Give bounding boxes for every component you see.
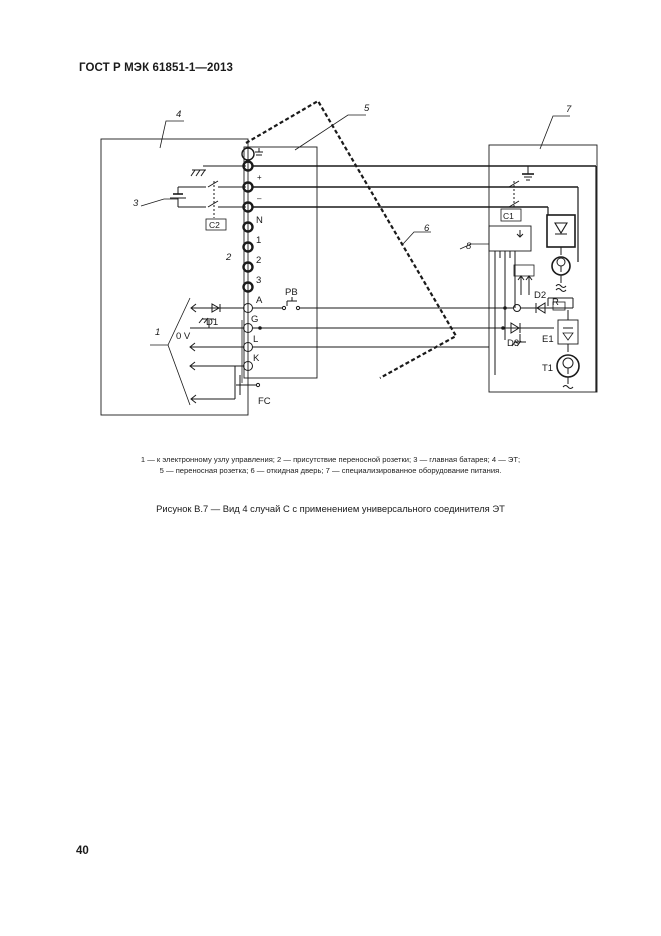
circuit-diagram bbox=[0, 0, 661, 440]
terminal-2-label: 2 bbox=[256, 255, 262, 266]
d2-label: D2 bbox=[534, 290, 547, 301]
rectifier-block bbox=[547, 215, 575, 247]
callout-8: 8 bbox=[466, 241, 472, 252]
callout-7: 7 bbox=[566, 104, 572, 115]
e1-label: E1 bbox=[542, 334, 554, 345]
vehicle-box bbox=[101, 139, 248, 415]
r-label: R bbox=[552, 297, 559, 308]
terminal-1-label: 1 bbox=[256, 235, 262, 246]
page-number: 40 bbox=[76, 845, 89, 857]
pb-label: PB bbox=[285, 287, 298, 298]
terminal-g-label: G bbox=[251, 314, 259, 325]
standard-header: ГОСТ Р МЭК 61851-1—2013 bbox=[79, 62, 233, 74]
terminal-minus-label: – bbox=[257, 194, 262, 203]
terminal-a-label: A bbox=[256, 295, 263, 306]
c1-label: C1 bbox=[503, 211, 514, 221]
callout-5: 5 bbox=[364, 103, 370, 114]
terminal-plus-label: + bbox=[257, 173, 262, 182]
d3-label: D3 bbox=[507, 338, 520, 349]
callout-leaders bbox=[141, 115, 570, 249]
bus-lines bbox=[252, 166, 596, 207]
zero-volt-label: 0 V bbox=[176, 331, 191, 342]
terminal-3-label: 3 bbox=[256, 275, 262, 286]
callout-1: 1 bbox=[155, 327, 161, 338]
fc-label: FC bbox=[258, 396, 271, 407]
terminal-k-label: K bbox=[253, 353, 260, 364]
c2-label: C2 bbox=[209, 220, 220, 230]
t1-label: T1 bbox=[542, 363, 554, 374]
figure-legend-line-2: 5 — переносная розетка; 6 — откидная дверь; 7 — специализированное оборудование питания. bbox=[159, 466, 502, 475]
hinged-door bbox=[246, 101, 456, 378]
terminal-l-label: L bbox=[253, 334, 259, 345]
control-unit-8 bbox=[489, 226, 531, 251]
callout-2: 2 bbox=[226, 252, 232, 263]
d1-label: D1 bbox=[206, 317, 219, 328]
figure-caption: Рисунок В.7 — Вид 4 случай С с применением универсального соединителя ЭТ bbox=[156, 503, 505, 514]
callout-4: 4 bbox=[176, 109, 182, 120]
callout-6: 6 bbox=[424, 223, 430, 234]
callout-3: 3 bbox=[133, 198, 139, 209]
figure-legend-line-1: 1 — к электронному узлу управления; 2 — присутствие переносной розетки; 3 — главная батарея; 4 — ЭТ; bbox=[140, 455, 521, 464]
terminal-n-label: N bbox=[256, 215, 263, 226]
